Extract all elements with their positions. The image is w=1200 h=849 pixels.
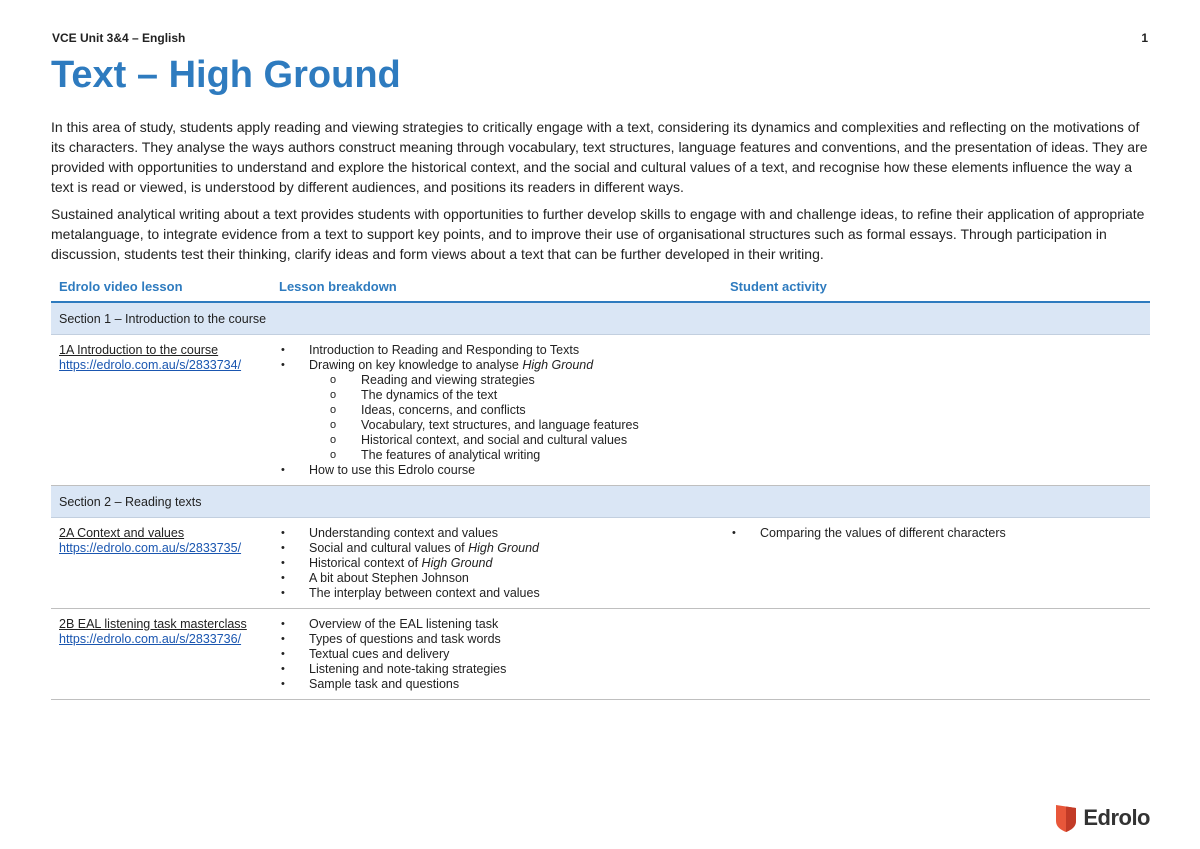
activity-cell bbox=[722, 335, 1150, 486]
column-header-student-activity: Student activity bbox=[722, 274, 1150, 302]
text-title-italic: High Ground bbox=[522, 358, 594, 372]
intro-text bbox=[51, 117, 1151, 271]
text-title-italic: High Ground bbox=[468, 541, 539, 555]
section-row bbox=[51, 302, 1150, 335]
breakdown-cell bbox=[271, 518, 722, 609]
list-item bbox=[301, 556, 714, 571]
list-item: • Types of questions and task words bbox=[301, 632, 714, 647]
breakdown-list bbox=[279, 343, 714, 478]
list-item bbox=[301, 358, 714, 463]
sub-list-item: o Reading and viewing strategies bbox=[353, 373, 714, 388]
sub-list-item: o Ideas, concerns, and conflicts bbox=[353, 403, 714, 418]
page-title: Text – High Ground bbox=[51, 54, 401, 96]
section-title: Section 2 – Reading texts bbox=[51, 486, 1150, 518]
list-item-text: Drawing on key knowledge to analyse bbox=[309, 358, 523, 372]
lesson-title-link[interactable]: 2A Context and values bbox=[59, 526, 185, 540]
list-item: • How to use this Edrolo course bbox=[301, 463, 714, 478]
edrolo-logo bbox=[1055, 803, 1150, 833]
intro-paragraph: In this area of study, students apply reading and viewing strategies to critically engage with a text, considering its dynamics and complexities and reflecting on the motivations of its characters. They analyse the ways authors construct meaning through vocabulary, text structures, language features and conventions, and the presentation of ideas. They are provided with opportunities to understand and explore the historical context, and the social and cultural values of a text, and recognise how these elements influence the way a text is read or viewed, is understood by different audiences, and positions its readers in different ways. bbox=[51, 119, 1148, 195]
breakdown-cell bbox=[271, 609, 722, 700]
section-row bbox=[51, 486, 1150, 518]
lesson-title-link[interactable]: 1A Introduction to the course bbox=[59, 343, 219, 357]
list-item: • The interplay between context and values bbox=[301, 586, 714, 601]
list-item: • Overview of the EAL listening task bbox=[301, 617, 714, 632]
sub-list-item: o The dynamics of the text bbox=[353, 388, 714, 403]
section-title: Section 1 – Introduction to the course bbox=[51, 302, 1150, 335]
breakdown-list bbox=[279, 526, 714, 601]
list-item-text: Social and cultural values of bbox=[309, 541, 469, 555]
sub-list-item: o Historical context, and social and cultural values bbox=[353, 433, 714, 448]
lesson-url-link[interactable]: https://edrolo.com.au/s/2833734/ bbox=[59, 358, 242, 372]
lesson-title-link[interactable]: 2B EAL listening task masterclass bbox=[59, 617, 247, 631]
lesson-cell bbox=[51, 609, 271, 700]
lesson-table bbox=[51, 274, 1150, 700]
list-item: • Introduction to Reading and Responding to Texts bbox=[301, 343, 714, 358]
column-header-video-lesson: Edrolo video lesson bbox=[51, 274, 271, 302]
table-row bbox=[51, 335, 1150, 486]
activity-cell bbox=[722, 518, 1150, 609]
logo-text: Edrolo bbox=[1083, 805, 1150, 830]
lesson-cell bbox=[51, 518, 271, 609]
list-item bbox=[301, 541, 714, 556]
list-item: • Understanding context and values bbox=[301, 526, 714, 541]
lesson-cell bbox=[51, 335, 271, 486]
list-item: • Sample task and questions bbox=[301, 677, 714, 692]
list-item: • Comparing the values of different characters bbox=[752, 526, 1142, 541]
page-number: 1 bbox=[1141, 31, 1148, 45]
list-item-text: Historical context of bbox=[309, 556, 422, 570]
lesson-url-link[interactable]: https://edrolo.com.au/s/2833735/ bbox=[59, 541, 242, 555]
activity-cell bbox=[722, 609, 1150, 700]
list-item: • A bit about Stephen Johnson bbox=[301, 571, 714, 586]
breakdown-cell bbox=[271, 335, 722, 486]
sub-list-item: o The features of analytical writing bbox=[353, 448, 714, 463]
lesson-url-link[interactable]: https://edrolo.com.au/s/2833736/ bbox=[59, 632, 242, 646]
list-item: • Textual cues and delivery bbox=[301, 647, 714, 662]
table-row bbox=[51, 518, 1150, 609]
list-item: • Listening and note-taking strategies bbox=[301, 662, 714, 677]
course-header: VCE Unit 3&4 – English bbox=[52, 31, 186, 45]
column-header-lesson-breakdown: Lesson breakdown bbox=[271, 274, 722, 302]
intro-paragraph: Sustained analytical writing about a text provides students with opportunities to further develop skills to engage with and challenge ideas, to refine their application of appropriate metalanguage, to integrate evidence from a text to support key points, and to improve their use of organisational structures such as formal essays. Through participation in discussion, students test their thinking, clarify ideas and form views about a text that can be further developed in their writing. bbox=[51, 206, 1145, 262]
shield-icon bbox=[1055, 803, 1077, 833]
breakdown-list bbox=[279, 617, 714, 692]
sub-list-item: o Vocabulary, text structures, and language features bbox=[353, 418, 714, 433]
table-row bbox=[51, 609, 1150, 700]
sub-list bbox=[309, 373, 714, 463]
text-title-italic: High Ground bbox=[421, 556, 493, 570]
activity-list bbox=[730, 526, 1142, 541]
